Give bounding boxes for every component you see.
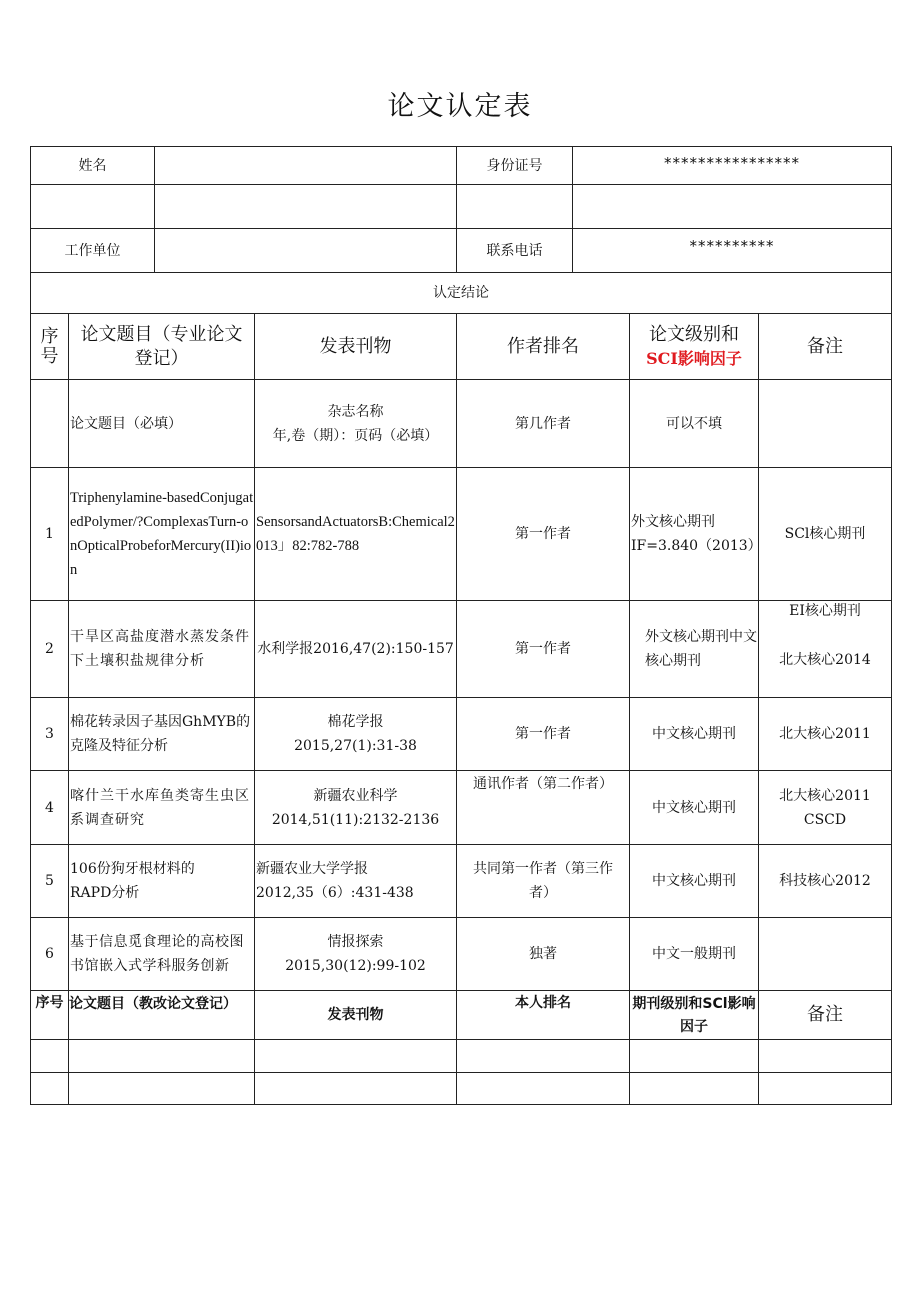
row4-rank: 通讯作者（第二作者） [473, 776, 613, 792]
example-journal-line2: 年,卷（期）：页码（必填） [272, 427, 439, 444]
row2-remark [759, 601, 891, 697]
row3-seq: 3 [45, 726, 54, 742]
row3-rank: 第一作者 [515, 726, 571, 742]
header-title: 论文题目（专业论文登记） [80, 323, 243, 369]
t2-header-title: 论文题目（教改论文登记） [69, 996, 237, 1012]
blank-field-1[interactable] [155, 185, 456, 228]
row3-title: 棉花转录因子基因GhMYB的克隆及特征分析 [70, 714, 251, 754]
row5-level: 中文核心期刊 [652, 873, 736, 889]
row3-journal-line1: 棉花学报 [327, 714, 384, 730]
row4-remark-line1: 北大核心2011 [779, 787, 871, 804]
name-label: 姓名 [78, 157, 107, 174]
example-rank: 第几作者 [515, 415, 571, 432]
row5-seq: 5 [45, 873, 54, 889]
row4-journal-line2: 2014,51(11):2132-2136 [271, 811, 440, 828]
phone-label: 联系电话 [486, 242, 543, 259]
row2-title: 干旱区高盐度潜水蒸发条件下土壤积盐规律分析 [70, 629, 250, 669]
row5-journal-line2: 2012,35（6）:431-438 [256, 885, 414, 901]
row2-journal: 水利学报2016,47(2):150-157 [257, 641, 454, 657]
phone-value[interactable]: ********** [689, 237, 775, 255]
t2-row1-journal-field[interactable] [255, 1040, 456, 1072]
row4-journal [255, 771, 456, 844]
row2-remark-line1: EI核心期刊 [789, 603, 861, 619]
row3-remark: 北大核心2011 [779, 726, 871, 742]
row2-rank: 第一作者 [515, 641, 571, 657]
t2-header-remark: 备注 [807, 1004, 843, 1025]
work-unit-label: 工作单位 [64, 242, 121, 259]
row2-remark-line2: 北大核心2014 [779, 652, 871, 668]
row2-level: 外文核心期刊中文核心期刊 [645, 629, 757, 669]
row3-level: 中文核心期刊 [652, 726, 736, 742]
row6-level: 中文一般期刊 [652, 946, 736, 962]
row1-level: 外文核心期刊IF=3.840（2013） [631, 514, 762, 554]
work-unit-field[interactable] [155, 229, 456, 272]
header-seq: 序号 [40, 325, 59, 367]
id-label: 身份证号 [486, 157, 543, 174]
row3-journal [255, 698, 456, 770]
t2-header-journal: 发表刊物 [327, 1007, 384, 1023]
row1-title: Triphenylamine-basedConjugatedPolymer/?ComplexasTurn-onOpticalProbeforMercury(II)ion [70, 490, 254, 578]
header-level [630, 314, 758, 379]
example-journal [255, 380, 456, 467]
example-journal-line1: 杂志名称 [327, 403, 384, 420]
t2-row1-title-field[interactable] [69, 1040, 254, 1072]
header-rank: 作者排名 [507, 335, 579, 357]
row1-journal: SensorsandActuatorsB:Chemical2013」82:782-788 [256, 514, 455, 554]
header-journal: 发表刊物 [319, 335, 392, 357]
row5-journal [255, 845, 456, 917]
row6-title: 基于信息觅食理论的高校图书馆嵌入式学科服务创新 [70, 934, 244, 974]
row5-title: 106份狗牙根材料的RAPD分析 [70, 861, 195, 901]
row4-title: 喀什兰干水库鱼类寄生虫区系调查研究 [70, 787, 250, 828]
row6-rank: 独著 [529, 946, 557, 962]
row1-rank: 第一作者 [515, 526, 571, 542]
row1-seq: 1 [45, 526, 54, 542]
row4-journal-line1: 新疆农业科学 [313, 787, 398, 804]
row1-remark: SCl核心期刊 [784, 526, 866, 542]
header-level-text: 论文级别和 [649, 323, 739, 345]
blank-field-2[interactable] [573, 185, 891, 228]
row4-level: 中文核心期刊 [652, 799, 736, 816]
row6-journal [255, 918, 456, 990]
t2-header-rank: 本人排名 [515, 995, 571, 1011]
t2-row2-journal-field[interactable] [255, 1073, 456, 1104]
example-level: 可以不填 [666, 415, 722, 432]
t2-header-seq: 序号 [35, 995, 64, 1011]
row4-remark [759, 771, 891, 844]
id-value[interactable]: **************** [664, 154, 800, 172]
header-level-sci: SCI影响因子 [646, 348, 742, 368]
header-remark: 备注 [807, 335, 843, 357]
row3-journal-line2: 2015,27(1):31-38 [294, 738, 417, 754]
row4-seq: 4 [45, 799, 54, 816]
name-value-field[interactable] [155, 147, 456, 184]
t2-header-level: 期刊级别和SCl影响因子 [632, 996, 756, 1035]
row5-remark: 科技核心2012 [779, 873, 871, 889]
page-title: 论文认定表 [387, 91, 533, 122]
example-title: 论文题目（必填） [70, 415, 182, 432]
row6-journal-line1: 情报探索 [327, 934, 384, 950]
conclusion-label: 认定结论 [433, 285, 489, 301]
row6-journal-line2: 2015,30(12):99-102 [285, 958, 426, 974]
row6-seq: 6 [45, 946, 54, 962]
row2-seq: 2 [45, 641, 54, 657]
row5-journal-line1: 新疆农业大学学报 [256, 861, 368, 877]
t2-row2-title-field[interactable] [69, 1073, 254, 1104]
row5-rank: 共同第一作者（第三作者） [473, 861, 613, 901]
row4-remark-line2: CSCD [803, 811, 847, 828]
